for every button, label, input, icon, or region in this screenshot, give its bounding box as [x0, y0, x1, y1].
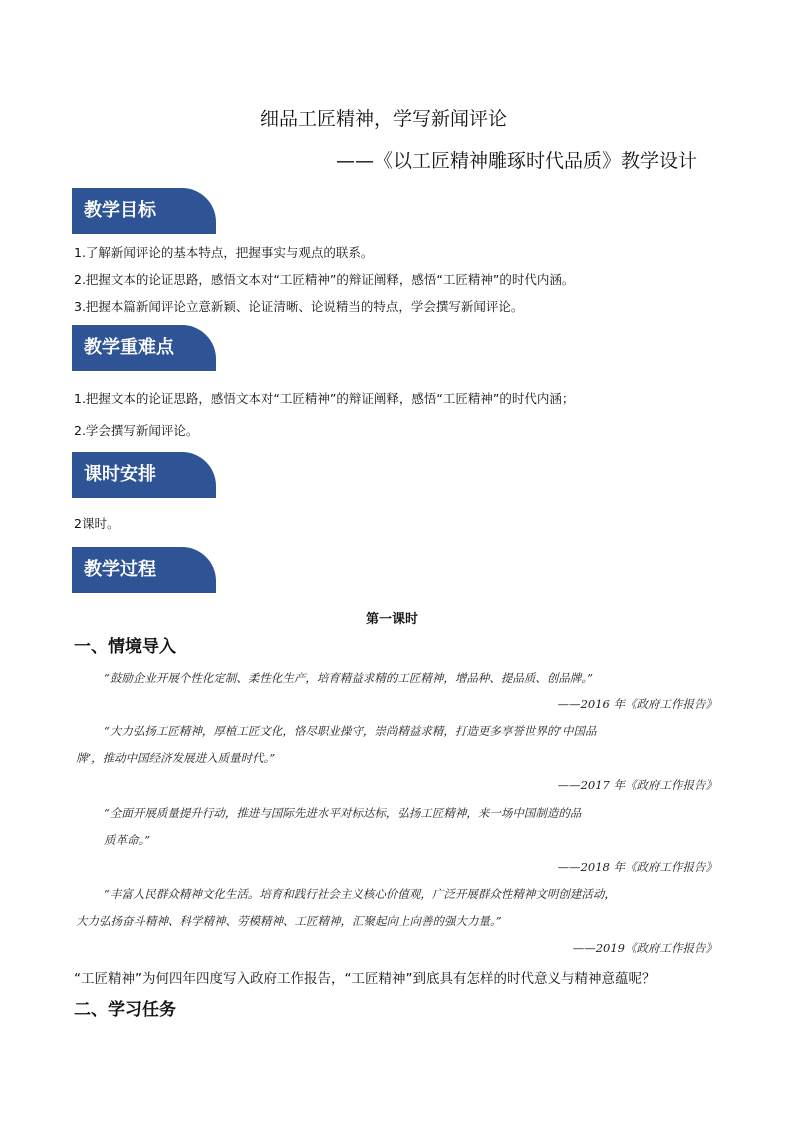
- quote-line: “大力弘扬工匠精神，厚植工匠文化，恪尽职业操守，崇尚精益求精，打造更多享誉世界的‘中国品: [104, 724, 597, 738]
- lesson-title: 第一课时: [366, 612, 419, 627]
- document-subtitle: ——《以工匠精神雕琢时代品质》教学设计: [336, 150, 698, 172]
- quote-line: 质革命。”: [104, 833, 151, 847]
- goal-item: 2.把握文本的论证思路，感悟文本对“工匠精神”的辩证阐释，感悟“工匠精神”的时代内涵。: [74, 272, 575, 287]
- quote-line: “全面开展质量提升行动，推进与国际先进水平对标达标，弘扬工匠精神，来一场中国制造的品: [104, 806, 582, 820]
- guiding-question: “工匠精神”为何四年四度写入政府工作报告，“工匠精神”到底具有怎样的时代意义与精神意蕴呢？: [74, 971, 656, 987]
- schedule-text: 2课时。: [74, 516, 120, 531]
- quote-source: ——2017 年《政府工作报告》: [557, 778, 717, 792]
- section-header-schedule: 课时安排: [72, 452, 216, 498]
- section-header-key-points: 教学重难点: [72, 325, 216, 371]
- document-title: 细品工匠精神，学写新闻评论: [260, 108, 508, 130]
- section-header-process: 教学过程: [72, 547, 216, 593]
- goal-item: 1.了解新闻评论的基本特点，把握事实与观点的联系。: [74, 245, 374, 260]
- quote-source: ——2018 年《政府工作报告》: [557, 860, 717, 874]
- part-heading: 一、情境导入: [74, 637, 176, 657]
- section-header-goals: 教学目标: [72, 188, 216, 234]
- quote-line: “鼓励企业开展个性化定制、柔性化生产，培育精益求精的工匠精神，增品种、提品质、创品牌。”: [104, 671, 594, 685]
- key-point-item: 2.学会撰写新闻评论。: [74, 423, 199, 438]
- quote-line: 大力弘扬奋斗精神、科学精神、劳模精神、工匠精神，汇聚起向上向善的强大力量。”: [76, 914, 502, 928]
- quote-line: “丰富人民群众精神文化生活。培育和践行社会主义核心价值观，广泛开展群众性精神文明创建活动，: [104, 887, 616, 901]
- key-point-item: 1.把握文本的论证思路，感悟文本对“工匠精神”的辩证阐释，感悟“工匠精神”的时代内涵；: [74, 391, 575, 406]
- goal-item: 3.把握本篇新闻评论立意新颖、论证清晰、论说精当的特点，学会撰写新闻评论。: [74, 299, 524, 314]
- quote-source: ——2016 年《政府工作报告》: [557, 697, 717, 711]
- quote-source: ——2019《政府工作报告》: [572, 941, 717, 955]
- quote-line: 牌’，推动中国经济发展进入质量时代。”: [76, 751, 276, 765]
- part-heading: 二、学习任务: [74, 1000, 176, 1020]
